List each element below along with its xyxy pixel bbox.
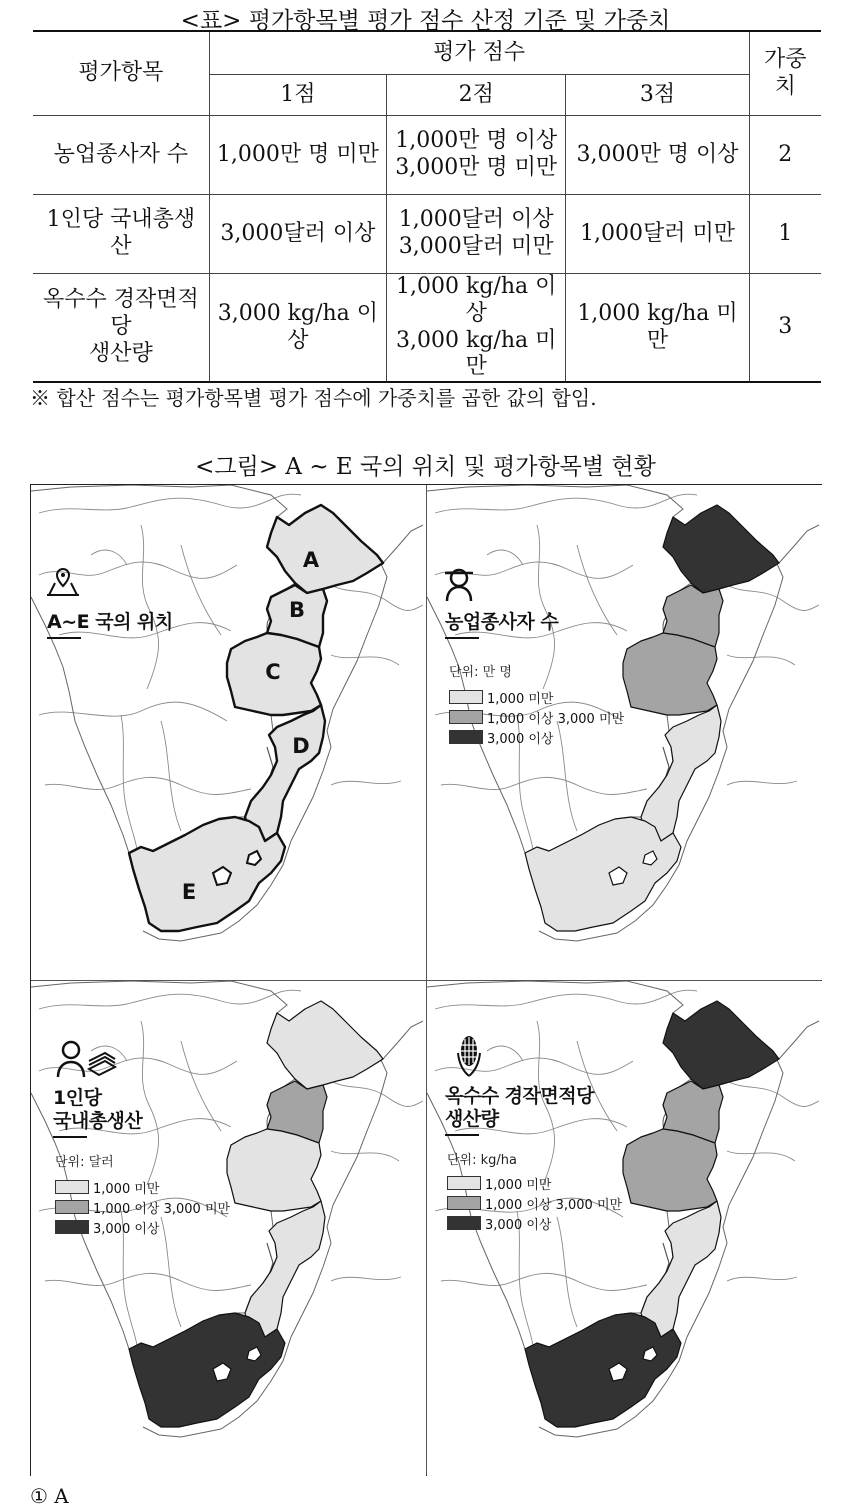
country-d — [245, 1201, 325, 1337]
row-item: 1인당 국내총생산 — [33, 195, 209, 274]
evaluation-table — [33, 30, 821, 383]
legend-label: 3,000 이상 — [485, 1217, 552, 1233]
legend-swatch-dark — [55, 1220, 89, 1234]
legend-item — [55, 1217, 230, 1237]
border-line — [537, 525, 555, 689]
row-point-2 — [387, 195, 566, 274]
legend-label: 1,000 이상 3,000 미만 — [485, 1197, 623, 1213]
country-e — [525, 817, 681, 931]
legend-swatch-dark — [449, 730, 483, 744]
country-c — [227, 1129, 321, 1211]
legend-label: 3,000 이상 — [93, 1221, 160, 1237]
border-line — [141, 1021, 159, 1185]
table-row — [33, 274, 821, 383]
country-label-d: D — [292, 734, 310, 758]
header-point-3: 3점 — [566, 75, 749, 116]
country-e — [129, 1313, 285, 1427]
country-a — [663, 1001, 779, 1089]
country-a — [663, 505, 779, 593]
row-weight: 3 — [749, 274, 821, 383]
border-line — [441, 777, 647, 794]
panel-title-location: A~E 국의 위치 — [47, 611, 173, 633]
legend-label: 1,000 미만 — [93, 1181, 160, 1197]
row-point-2-line2: 3,000달러 미만 — [398, 234, 554, 259]
header-point-2: 2점 — [387, 75, 566, 116]
country-e — [129, 817, 285, 931]
farmer-icon — [441, 561, 477, 605]
table-row — [33, 195, 821, 274]
header-score: 평가 점수 — [209, 31, 749, 75]
legend-item — [447, 1193, 622, 1213]
header-item: 평가항목 — [33, 31, 209, 116]
row-point-1: 1,000만 명 미만 — [209, 116, 386, 195]
legend-item — [55, 1177, 230, 1197]
table-caption: <표> 평가항목별 평가 점수 산정 기준 및 가중치 — [180, 8, 671, 34]
country-a — [267, 1001, 383, 1089]
country-c — [623, 1129, 717, 1211]
row-point-2-line2: 3,000만 명 미만 — [395, 155, 558, 180]
legend-label: 1,000 이상 3,000 미만 — [93, 1201, 231, 1217]
panel-divider-horizontal — [31, 980, 821, 981]
unit-label: 단위: 달러 — [55, 1155, 114, 1170]
legend-swatch-mid — [449, 710, 483, 724]
row-weight: 2 — [749, 116, 821, 195]
border-line — [727, 781, 797, 785]
unit-label: 단위: 만 명 — [449, 665, 512, 680]
row-item-line2: 생산량 — [88, 341, 153, 367]
row-weight: 1 — [749, 195, 821, 274]
legend-farm-workers — [449, 687, 624, 747]
row-point-2 — [387, 274, 566, 383]
row-item — [33, 274, 209, 383]
row-point-2-line1: 1,000만 명 이상 — [395, 128, 558, 154]
legend-item — [449, 687, 624, 707]
unit-label: 단위: kg/ha — [447, 1153, 517, 1168]
country-label-e: E — [181, 880, 197, 904]
border-line — [487, 1046, 523, 1061]
border-line — [435, 494, 697, 513]
panel-title-line1: 옥수수 경작면적당 — [445, 1085, 594, 1107]
border-line — [557, 1217, 577, 1327]
border-line — [441, 1273, 647, 1290]
person-money-icon — [55, 1039, 117, 1079]
border-line — [331, 1277, 401, 1281]
panel-title-farm-workers: 농업종사자 수 — [445, 611, 559, 633]
country-d — [641, 1201, 721, 1337]
border-line — [331, 781, 401, 785]
border-line — [727, 1151, 795, 1161]
country-label-b: B — [288, 598, 306, 622]
border-line — [727, 1277, 797, 1281]
header-weight: 가중치 — [749, 31, 821, 116]
country-d — [245, 705, 325, 841]
legend-item — [55, 1197, 230, 1217]
map-panel-farm-workers — [427, 485, 822, 980]
country-d — [641, 705, 721, 841]
legend-swatch-mid — [55, 1200, 89, 1214]
legend-swatch-light — [449, 690, 483, 704]
country-c — [623, 633, 717, 715]
row-point-2-line1: 1,000달러 이상 — [398, 207, 554, 233]
row-point-2-line2: 3,000 kg/ha 미만 — [396, 327, 557, 380]
legend-corn-yield — [447, 1173, 622, 1233]
answer-choice-1: ① A — [30, 1484, 69, 1508]
panel-title-gdp — [53, 1087, 142, 1133]
border-line — [577, 545, 617, 635]
legend-label: 1,000 미만 — [487, 691, 554, 707]
map-panel-corn-yield — [427, 981, 822, 1476]
border-line — [727, 1081, 819, 1107]
border-line — [39, 494, 301, 513]
border-line — [727, 585, 819, 611]
panel-title-corn-yield — [445, 1085, 594, 1131]
border-line — [181, 1041, 221, 1131]
border-line — [161, 721, 181, 831]
legend-swatch-light — [55, 1180, 89, 1194]
panel-title-line2: 국내총생산 — [53, 1109, 143, 1132]
country-e — [525, 1313, 681, 1427]
map-panel-gdp — [31, 981, 426, 1476]
legend-item — [449, 707, 624, 727]
country-label-a: A — [302, 548, 320, 572]
legend-gdp — [55, 1177, 230, 1237]
corn-icon — [455, 1033, 483, 1077]
legend-swatch-light — [447, 1176, 481, 1190]
row-point-3: 1,000 kg/ha 미만 — [566, 274, 749, 383]
title-underline — [53, 1136, 87, 1138]
panel-title-line1: 1인당 — [53, 1087, 102, 1109]
border-line — [331, 1151, 399, 1161]
header-point-1: 1점 — [209, 75, 386, 116]
country-a — [267, 505, 383, 593]
legend-item — [447, 1213, 622, 1233]
table-note: ※ 합산 점수는 평가항목별 평가 점수에 가중치를 곱한 값의 합임. — [30, 386, 597, 410]
border-line — [141, 525, 159, 689]
country-label-c: C — [265, 660, 281, 684]
table-row — [33, 116, 821, 195]
border-line — [727, 655, 795, 665]
legend-label: 3,000 이상 — [487, 731, 554, 747]
row-point-2-line1: 1,000 kg/ha 이상 — [396, 274, 557, 326]
row-point-3: 3,000만 명 이상 — [566, 116, 749, 195]
legend-label: 1,000 이상 3,000 미만 — [487, 711, 625, 727]
map-location — [31, 485, 426, 980]
border-line — [45, 777, 251, 794]
panel-title-line2: 생산량 — [445, 1107, 499, 1130]
border-line — [39, 990, 301, 1009]
title-underline — [445, 1134, 479, 1136]
border-line — [91, 550, 127, 565]
border-line — [45, 1273, 251, 1290]
legend-swatch-dark — [447, 1216, 481, 1230]
border-line — [487, 550, 523, 565]
row-point-2 — [387, 116, 566, 195]
border-line — [331, 585, 423, 611]
table-header-row — [33, 31, 821, 75]
map-pin-icon — [45, 567, 81, 597]
row-point-3: 1,000달러 미만 — [566, 195, 749, 274]
row-point-1: 3,000달러 이상 — [209, 195, 386, 274]
legend-item — [449, 727, 624, 747]
row-item-line1: 옥수수 경작면적당 — [42, 287, 199, 340]
row-item: 농업종사자 수 — [33, 116, 209, 195]
figure-caption: <그림> A ~ E 국의 위치 및 평가항목별 현황 — [195, 454, 656, 480]
border-line — [331, 655, 399, 665]
legend-item — [447, 1173, 622, 1193]
row-point-1: 3,000 kg/ha 이상 — [209, 274, 386, 383]
map-panel-location — [31, 485, 426, 980]
legend-label: 1,000 미만 — [485, 1177, 552, 1193]
title-underline — [445, 637, 479, 639]
title-underline — [47, 637, 81, 639]
border-line — [181, 545, 221, 635]
border-line — [435, 990, 697, 1009]
map-figure — [30, 484, 822, 1476]
legend-swatch-mid — [447, 1196, 481, 1210]
border-line — [39, 702, 227, 721]
border-line — [331, 1081, 423, 1107]
